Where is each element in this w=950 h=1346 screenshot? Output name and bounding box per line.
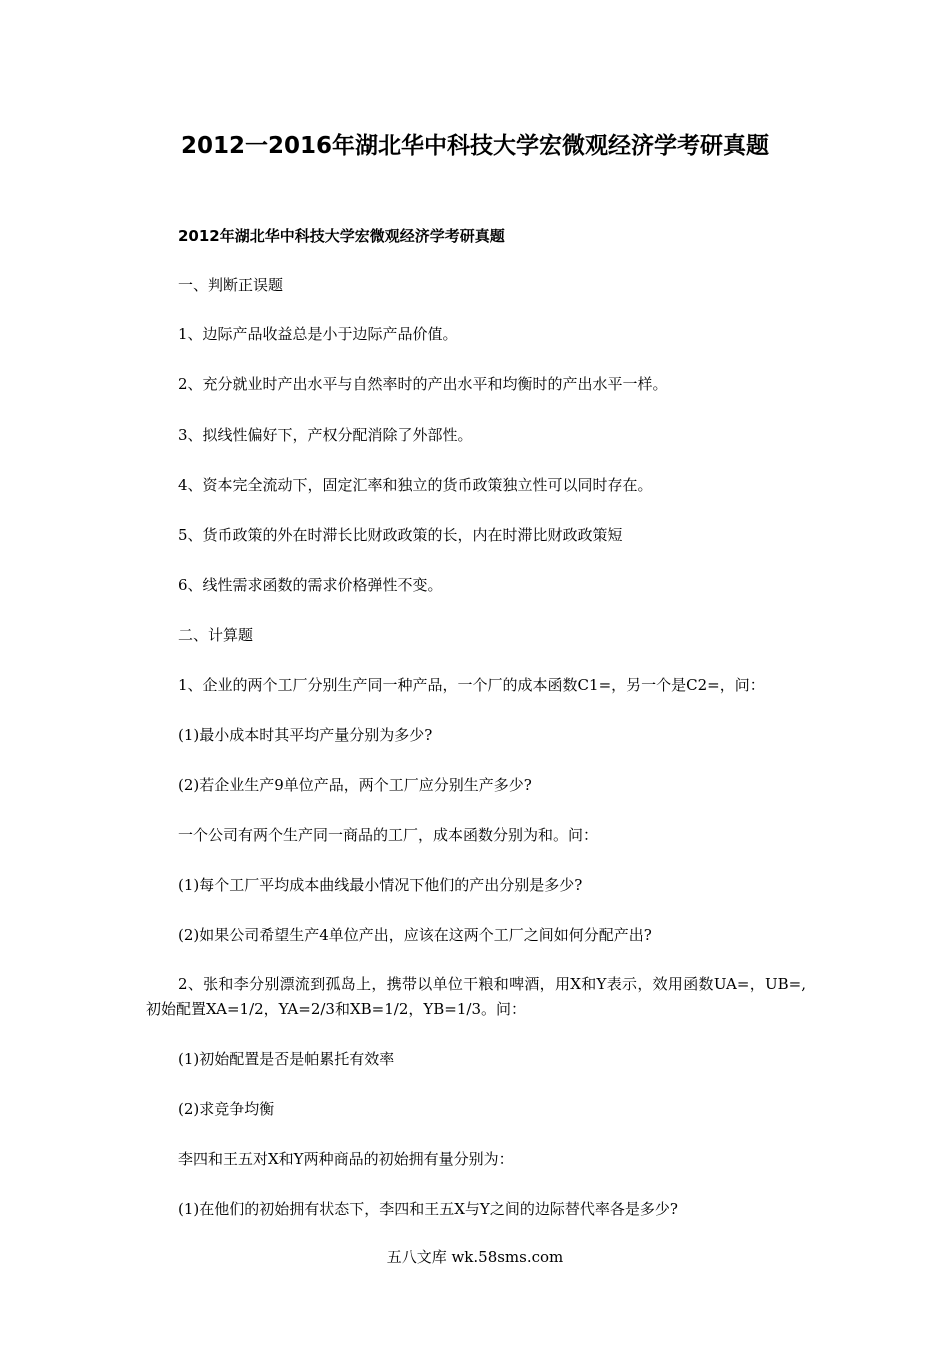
calculation-line: (1)每个工厂平均成本曲线最小情况下他们的产出分别是多少?	[178, 876, 583, 894]
calculation-line: (1)最小成本时其平均产量分别为多少?	[178, 726, 433, 744]
page-footer: 五八文库 wk.58sms.com	[386, 1248, 564, 1266]
calculation-paragraph: 2、张和李分别漂流到孤岛上，携带以单位干粮和啤酒，用X和Y表示，效用函数UA=，UB=,初始配置XA=1/2，YA=2/3和XB=1/2，YB=1/3。问：	[146, 975, 806, 1018]
judgment-item: 5、货币政策的外在时滞长比财政政策的长，内在时滞比财政政策短	[178, 526, 623, 544]
calculation-line: (2)如果公司希望生产4单位产出，应该在这两个工厂之间如何分配产出?	[178, 926, 652, 944]
section-heading-calculation: 二、计算题	[178, 626, 254, 644]
judgment-item: 6、线性需求函数的需求价格弹性不变。	[178, 576, 443, 594]
exam-subtitle: 2012年湖北华中科技大学宏微观经济学考研真题	[178, 227, 505, 245]
calculation-line: (2)若企业生产9单位产品，两个工厂应分别生产多少?	[178, 776, 532, 794]
judgment-item: 4、资本完全流动下，固定汇率和独立的货币政策独立性可以同时存在。	[178, 476, 653, 494]
document-title: 2012一2016年湖北华中科技大学宏微观经济学考研真题	[180, 133, 770, 159]
calculation-line: 李四和王五对X和Y两种商品的初始拥有量分别为：	[178, 1150, 514, 1168]
judgment-item: 1、边际产品收益总是小于边际产品价值。	[178, 325, 458, 343]
calculation-line: 一个公司有两个生产同一商品的工厂，成本函数分别为和。问：	[178, 826, 599, 844]
judgment-item: 2、充分就业时产出水平与自然率时的产出水平和均衡时的产出水平一样。	[178, 375, 668, 393]
calculation-line: (1)初始配置是否是帕累托有效率	[178, 1050, 395, 1068]
calculation-line: (1)在他们的初始拥有状态下，李四和王五X与Y之间的边际替代率各是多少?	[178, 1200, 678, 1218]
section-heading-judgment: 一、判断正误题	[178, 276, 284, 294]
calculation-line: 1、企业的两个工厂分别生产同一种产品，一个厂的成本函数C1=，另一个是C2=，问：	[178, 676, 765, 694]
calculation-line: (2)求竞争均衡	[178, 1100, 275, 1118]
judgment-item: 3、拟线性偏好下，产权分配消除了外部性。	[178, 426, 473, 444]
